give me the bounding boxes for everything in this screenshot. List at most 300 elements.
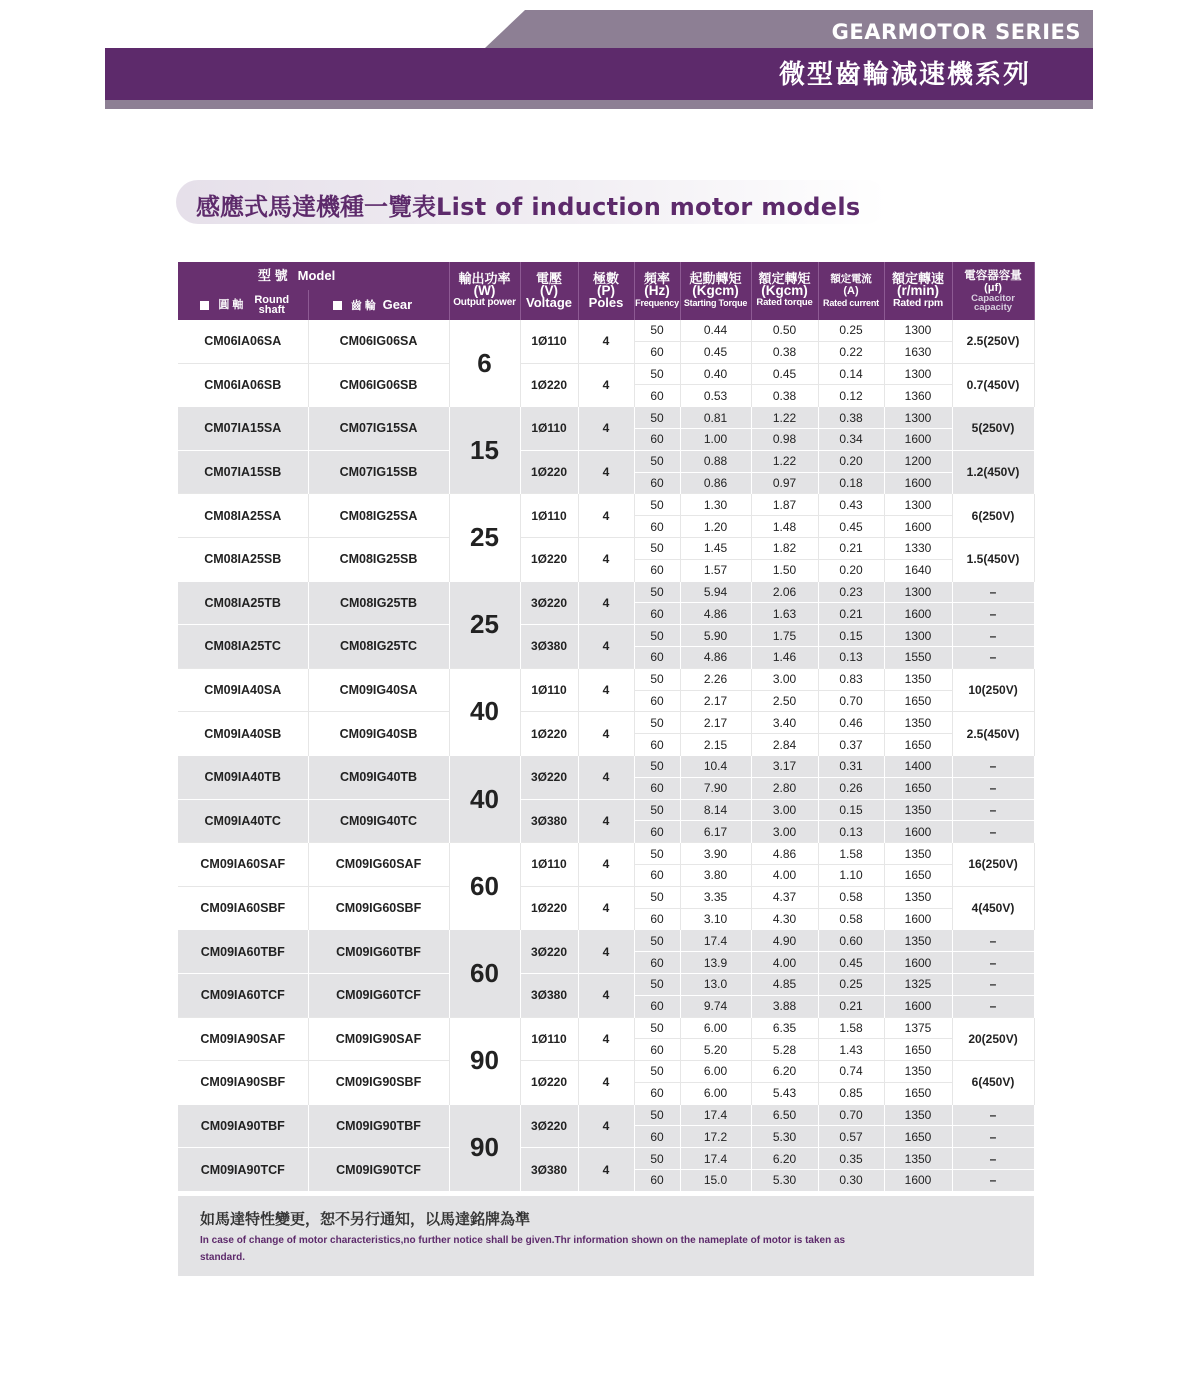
rated-current-cell: 0.25 bbox=[818, 320, 884, 341]
model-group bbox=[178, 1017, 1034, 1104]
rated-rpm-cell: 1550 bbox=[884, 646, 952, 668]
capacitor-cell: – bbox=[952, 973, 1034, 995]
starting-torque-cell: 1.00 bbox=[680, 428, 751, 450]
voltage-cell: 1Ø220 bbox=[520, 1061, 578, 1105]
starting-torque-cell: 0.88 bbox=[680, 450, 751, 472]
round-shaft-model-cell: CM09IA90SBF bbox=[178, 1061, 308, 1105]
starting-torque-cell: 2.26 bbox=[680, 668, 751, 690]
section-title bbox=[196, 187, 860, 222]
table-row bbox=[178, 407, 1034, 429]
voltage-cell: 1Ø220 bbox=[520, 712, 578, 756]
rated-current-cell: 0.45 bbox=[818, 952, 884, 974]
model-group bbox=[178, 668, 1034, 755]
voltage-cell: 1Ø220 bbox=[520, 363, 578, 407]
table-row bbox=[178, 712, 1034, 734]
header-frequency bbox=[634, 262, 680, 320]
round-shaft-model-cell: CM09IA90TBF bbox=[178, 1104, 308, 1148]
frequency-cell: 50 bbox=[634, 537, 680, 559]
capacitor-cell: 6(250V) bbox=[952, 494, 1034, 538]
round-shaft-model-cell: CM09IA60TBF bbox=[178, 930, 308, 974]
gear-model-cell: CM09IG60SAF bbox=[308, 843, 449, 887]
voltage-cell: 1Ø220 bbox=[520, 450, 578, 494]
gear-model-cell: CM06IG06SA bbox=[308, 320, 449, 363]
rated-current-cell: 1.10 bbox=[818, 864, 884, 886]
rated-rpm-cell: 1375 bbox=[884, 1017, 952, 1039]
voltage-cell: 3Ø220 bbox=[520, 581, 578, 625]
rated-rpm-cell: 1300 bbox=[884, 320, 952, 341]
round-shaft-model-cell: CM08IA25SA bbox=[178, 494, 308, 538]
header-output bbox=[449, 262, 520, 320]
note-text-en: In case of change of motor characteristics,no further notice shall be given.Thr information shown on the nameplate of motor is taken as standard. bbox=[200, 1235, 846, 1263]
frequency-cell: 50 bbox=[634, 799, 680, 821]
rated-rpm-cell: 1650 bbox=[884, 777, 952, 799]
header-model-zh: 型 號 bbox=[258, 268, 288, 283]
rated-current-cell: 0.83 bbox=[818, 668, 884, 690]
header-rated-current-en: Rated current bbox=[823, 298, 879, 308]
frequency-cell: 50 bbox=[634, 407, 680, 429]
output-power-cell: 60 bbox=[449, 930, 520, 1017]
rated-torque-cell: 0.97 bbox=[751, 472, 818, 494]
header-rated-rpm bbox=[884, 262, 952, 320]
rated-torque-cell: 0.38 bbox=[751, 385, 818, 407]
header-gear-zh: 齒 輪 bbox=[350, 299, 376, 312]
capacitor-cell: 6(450V) bbox=[952, 1061, 1034, 1105]
section-title-en: List of induction motor models bbox=[436, 193, 861, 221]
gear-model-cell: CM08IG25SA bbox=[308, 494, 449, 538]
capacitor-cell: 2.5(250V) bbox=[952, 320, 1034, 363]
rated-torque-cell: 3.00 bbox=[751, 799, 818, 821]
model-group bbox=[178, 581, 1034, 668]
starting-torque-cell: 0.45 bbox=[680, 341, 751, 363]
rated-rpm-cell: 1300 bbox=[884, 407, 952, 429]
rated-current-cell: 0.74 bbox=[818, 1061, 884, 1083]
poles-cell: 4 bbox=[578, 363, 634, 407]
header-voltage bbox=[520, 262, 578, 320]
rated-rpm-cell: 1600 bbox=[884, 603, 952, 625]
header-frequency-unit: (Hz) bbox=[644, 283, 670, 298]
round-shaft-model-cell: CM09IA40SA bbox=[178, 668, 308, 712]
rated-rpm-cell: 1640 bbox=[884, 559, 952, 581]
capacitor-cell: 5(250V) bbox=[952, 407, 1034, 451]
rated-rpm-cell: 1350 bbox=[884, 799, 952, 821]
rated-rpm-cell: 1300 bbox=[884, 625, 952, 647]
header-rated-torque-unit: (Kgcm) bbox=[761, 283, 808, 298]
capacitor-cell: 4(450V) bbox=[952, 886, 1034, 930]
starting-torque-cell: 0.86 bbox=[680, 472, 751, 494]
frequency-cell: 60 bbox=[634, 690, 680, 712]
gear-model-cell: CM09IG60TCF bbox=[308, 973, 449, 1017]
frequency-cell: 50 bbox=[634, 581, 680, 603]
rated-torque-cell: 4.90 bbox=[751, 930, 818, 952]
gear-model-cell: CM08IG25TC bbox=[308, 625, 449, 669]
voltage-cell: 1Ø110 bbox=[520, 668, 578, 712]
rated-torque-cell: 0.38 bbox=[751, 341, 818, 363]
header-starting-torque bbox=[680, 262, 751, 320]
model-group bbox=[178, 1104, 1034, 1191]
starting-torque-cell: 4.86 bbox=[680, 646, 751, 668]
voltage-cell: 1Ø110 bbox=[520, 843, 578, 887]
round-shaft-model-cell: CM09IA60SBF bbox=[178, 886, 308, 930]
starting-torque-cell: 2.15 bbox=[680, 734, 751, 756]
rated-current-cell: 0.25 bbox=[818, 973, 884, 995]
frequency-cell: 60 bbox=[634, 472, 680, 494]
section-title-zh: 感應式馬達機種一覽表 bbox=[196, 193, 436, 221]
footer-note bbox=[178, 1196, 1034, 1276]
starting-torque-cell: 2.17 bbox=[680, 690, 751, 712]
header-capacitor bbox=[952, 262, 1034, 320]
header-rated-torque bbox=[751, 262, 818, 320]
header-capacitor-zh: 電容器容量 bbox=[964, 270, 1022, 282]
header-voltage-zh: 電壓 bbox=[536, 271, 563, 286]
round-shaft-model-cell: CM09IA40SB bbox=[178, 712, 308, 756]
header-voltage-en: Voltage bbox=[526, 295, 573, 310]
rated-current-cell: 0.20 bbox=[818, 450, 884, 472]
model-group bbox=[178, 407, 1034, 494]
header-frequency-en: Frequency bbox=[635, 298, 679, 308]
round-shaft-model-cell: CM06IA06SA bbox=[178, 320, 308, 363]
frequency-cell: 50 bbox=[634, 320, 680, 341]
capacitor-cell: 20(250V) bbox=[952, 1017, 1034, 1061]
table-row bbox=[178, 581, 1034, 603]
starting-torque-cell: 8.14 bbox=[680, 799, 751, 821]
rated-torque-cell: 0.50 bbox=[751, 320, 818, 341]
rated-rpm-cell: 1300 bbox=[884, 581, 952, 603]
output-power-cell: 15 bbox=[449, 407, 520, 494]
table-row bbox=[178, 1148, 1034, 1170]
rated-rpm-cell: 1600 bbox=[884, 1170, 952, 1191]
output-power-cell: 6 bbox=[449, 320, 520, 407]
gear-model-cell: CM09IG40TC bbox=[308, 799, 449, 843]
header-model bbox=[178, 262, 449, 290]
header-poles bbox=[578, 262, 634, 320]
table-row bbox=[178, 363, 1034, 385]
rated-torque-cell: 5.43 bbox=[751, 1082, 818, 1104]
rated-torque-cell: 2.84 bbox=[751, 734, 818, 756]
rated-current-cell: 0.70 bbox=[818, 1104, 884, 1126]
rated-torque-cell: 6.35 bbox=[751, 1017, 818, 1039]
poles-cell: 4 bbox=[578, 1017, 634, 1061]
capacitor-cell: 2.5(450V) bbox=[952, 712, 1034, 756]
rated-rpm-cell: 1650 bbox=[884, 1126, 952, 1148]
frequency-cell: 50 bbox=[634, 973, 680, 995]
rated-current-cell: 0.38 bbox=[818, 407, 884, 429]
frequency-cell: 50 bbox=[634, 886, 680, 908]
series-bar bbox=[105, 48, 1093, 109]
model-group bbox=[178, 494, 1034, 581]
gear-model-cell: CM09IG60TBF bbox=[308, 930, 449, 974]
starting-torque-cell: 5.90 bbox=[680, 625, 751, 647]
voltage-cell: 3Ø380 bbox=[520, 1148, 578, 1191]
header-output-zh: 輸出功率 bbox=[458, 271, 511, 286]
rated-rpm-cell: 1200 bbox=[884, 450, 952, 472]
rated-torque-cell: 1.87 bbox=[751, 494, 818, 516]
frequency-cell: 60 bbox=[634, 1039, 680, 1061]
starting-torque-cell: 2.17 bbox=[680, 712, 751, 734]
rated-torque-cell: 6.50 bbox=[751, 1104, 818, 1126]
frequency-cell: 60 bbox=[634, 1170, 680, 1191]
gear-model-cell: CM07IG15SB bbox=[308, 450, 449, 494]
header-rated-rpm-zh: 額定轉速 bbox=[892, 271, 945, 286]
rated-current-cell: 0.18 bbox=[818, 472, 884, 494]
starting-torque-cell: 10.4 bbox=[680, 755, 751, 777]
rated-torque-cell: 4.37 bbox=[751, 886, 818, 908]
rated-rpm-cell: 1325 bbox=[884, 973, 952, 995]
table-row bbox=[178, 973, 1034, 995]
rated-torque-cell: 0.98 bbox=[751, 428, 818, 450]
rated-torque-cell: 4.85 bbox=[751, 973, 818, 995]
capacitor-cell: 0.7(450V) bbox=[952, 363, 1034, 407]
header-rated-current bbox=[818, 262, 884, 320]
rated-rpm-cell: 1600 bbox=[884, 821, 952, 843]
frequency-cell: 50 bbox=[634, 363, 680, 385]
capacitor-cell: – bbox=[952, 625, 1034, 647]
table-row bbox=[178, 450, 1034, 472]
table-row bbox=[178, 668, 1034, 690]
header-poles-unit: (P) bbox=[597, 283, 616, 298]
starting-torque-cell: 5.20 bbox=[680, 1039, 751, 1061]
rated-current-cell: 0.21 bbox=[818, 995, 884, 1017]
frequency-cell: 50 bbox=[634, 712, 680, 734]
rated-torque-cell: 4.00 bbox=[751, 864, 818, 886]
voltage-cell: 1Ø110 bbox=[520, 320, 578, 363]
frequency-cell: 60 bbox=[634, 516, 680, 538]
capacitor-cell: – bbox=[952, 821, 1034, 843]
poles-cell: 4 bbox=[578, 973, 634, 1017]
capacitor-cell: – bbox=[952, 1170, 1034, 1191]
rated-rpm-cell: 1350 bbox=[884, 843, 952, 865]
rated-current-cell: 0.35 bbox=[818, 1148, 884, 1170]
rated-current-cell: 0.60 bbox=[818, 930, 884, 952]
rated-rpm-cell: 1350 bbox=[884, 930, 952, 952]
frequency-cell: 60 bbox=[634, 821, 680, 843]
rated-torque-cell: 1.22 bbox=[751, 407, 818, 429]
table-row bbox=[178, 1104, 1034, 1126]
output-power-cell: 90 bbox=[449, 1104, 520, 1191]
rated-rpm-cell: 1600 bbox=[884, 952, 952, 974]
rated-current-cell: 0.45 bbox=[818, 516, 884, 538]
poles-cell: 4 bbox=[578, 581, 634, 625]
capacitor-cell: – bbox=[952, 1148, 1034, 1170]
capacitor-cell: – bbox=[952, 646, 1034, 668]
rated-rpm-cell: 1600 bbox=[884, 908, 952, 930]
output-power-cell: 25 bbox=[449, 494, 520, 581]
header-rated-torque-en: Rated torque bbox=[756, 297, 813, 308]
frequency-cell: 50 bbox=[634, 1061, 680, 1083]
poles-cell: 4 bbox=[578, 450, 634, 494]
capacitor-cell: – bbox=[952, 1126, 1034, 1148]
poles-cell: 4 bbox=[578, 494, 634, 538]
rated-rpm-cell: 1330 bbox=[884, 537, 952, 559]
table-row bbox=[178, 320, 1034, 341]
header-poles-zh: 極數 bbox=[593, 271, 620, 286]
gear-model-cell: CM09IG90TCF bbox=[308, 1148, 449, 1191]
voltage-cell: 3Ø220 bbox=[520, 1104, 578, 1148]
gear-model-cell: CM06IG06SB bbox=[308, 363, 449, 407]
capacitor-cell: 16(250V) bbox=[952, 843, 1034, 887]
round-shaft-model-cell: CM07IA15SB bbox=[178, 450, 308, 494]
rated-rpm-cell: 1650 bbox=[884, 690, 952, 712]
poles-cell: 4 bbox=[578, 320, 634, 363]
rated-current-cell: 1.43 bbox=[818, 1039, 884, 1061]
poles-cell: 4 bbox=[578, 407, 634, 451]
rated-rpm-cell: 1350 bbox=[884, 886, 952, 908]
table-header bbox=[178, 262, 1034, 320]
starting-torque-cell: 4.86 bbox=[680, 603, 751, 625]
header-frequency-zh: 頻率 bbox=[644, 271, 671, 286]
capacitor-cell: – bbox=[952, 995, 1034, 1017]
round-shaft-model-cell: CM08IA25TB bbox=[178, 581, 308, 625]
rated-current-cell: 0.31 bbox=[818, 755, 884, 777]
gear-model-cell: CM09IG90TBF bbox=[308, 1104, 449, 1148]
frequency-cell: 60 bbox=[634, 908, 680, 930]
gear-model-cell: CM09IG40SB bbox=[308, 712, 449, 756]
rated-rpm-cell: 1350 bbox=[884, 1104, 952, 1126]
table-row bbox=[178, 930, 1034, 952]
rated-torque-cell: 5.30 bbox=[751, 1126, 818, 1148]
starting-torque-cell: 13.9 bbox=[680, 952, 751, 974]
header-capacitor-en: Capacitor capacity bbox=[971, 293, 1015, 313]
series-title-en: GEARMOTOR SERIES bbox=[831, 20, 1081, 44]
header-poles-en: Poles bbox=[588, 295, 624, 310]
starting-torque-cell: 1.57 bbox=[680, 559, 751, 581]
capacitor-cell: – bbox=[952, 1104, 1034, 1126]
rated-current-cell: 0.37 bbox=[818, 734, 884, 756]
rated-torque-cell: 3.17 bbox=[751, 755, 818, 777]
rated-current-cell: 0.85 bbox=[818, 1082, 884, 1104]
rated-current-cell: 0.12 bbox=[818, 385, 884, 407]
round-shaft-square-icon bbox=[200, 301, 209, 310]
capacitor-cell: – bbox=[952, 581, 1034, 603]
starting-torque-cell: 17.4 bbox=[680, 930, 751, 952]
rated-rpm-cell: 1300 bbox=[884, 363, 952, 385]
gear-model-cell: CM09IG90SAF bbox=[308, 1017, 449, 1061]
round-shaft-model-cell: CM08IA25TC bbox=[178, 625, 308, 669]
voltage-cell: 1Ø110 bbox=[520, 494, 578, 538]
gear-model-cell: CM09IG90SBF bbox=[308, 1061, 449, 1105]
gear-model-cell: CM08IG25TB bbox=[308, 581, 449, 625]
header-capacitor-unit: (μf) bbox=[984, 282, 1002, 294]
rated-current-cell: 0.58 bbox=[818, 886, 884, 908]
capacitor-cell: – bbox=[952, 930, 1034, 952]
rated-torque-cell: 1.48 bbox=[751, 516, 818, 538]
round-shaft-model-cell: CM09IA40TB bbox=[178, 755, 308, 799]
rated-rpm-cell: 1360 bbox=[884, 385, 952, 407]
header-output-unit: (W) bbox=[473, 283, 496, 298]
header-starting-torque-en: Starting Torque bbox=[683, 298, 748, 308]
starting-torque-cell: 1.20 bbox=[680, 516, 751, 538]
starting-torque-cell: 3.35 bbox=[680, 886, 751, 908]
rated-current-cell: 0.43 bbox=[818, 494, 884, 516]
starting-torque-cell: 15.0 bbox=[680, 1170, 751, 1191]
rated-torque-cell: 4.86 bbox=[751, 843, 818, 865]
starting-torque-cell: 0.44 bbox=[680, 320, 751, 341]
starting-torque-cell: 17.2 bbox=[680, 1126, 751, 1148]
rated-torque-cell: 4.30 bbox=[751, 908, 818, 930]
capacitor-cell: 10(250V) bbox=[952, 668, 1034, 712]
rated-current-cell: 0.21 bbox=[818, 537, 884, 559]
rated-rpm-cell: 1350 bbox=[884, 712, 952, 734]
gear-square-icon bbox=[333, 301, 342, 310]
rated-torque-cell: 1.63 bbox=[751, 603, 818, 625]
gear-model-cell: CM09IG60SBF bbox=[308, 886, 449, 930]
frequency-cell: 50 bbox=[634, 625, 680, 647]
rated-rpm-cell: 1650 bbox=[884, 864, 952, 886]
starting-torque-cell: 1.30 bbox=[680, 494, 751, 516]
table-row bbox=[178, 1061, 1034, 1083]
header-rated-current-zh: 額定電流 bbox=[830, 273, 872, 285]
rated-torque-cell: 1.82 bbox=[751, 537, 818, 559]
starting-torque-cell: 3.80 bbox=[680, 864, 751, 886]
voltage-cell: 1Ø110 bbox=[520, 407, 578, 451]
capacitor-cell: – bbox=[952, 799, 1034, 821]
rated-torque-cell: 5.28 bbox=[751, 1039, 818, 1061]
series-banner bbox=[105, 10, 1093, 48]
capacitor-cell: – bbox=[952, 952, 1034, 974]
rated-current-cell: 0.57 bbox=[818, 1126, 884, 1148]
model-group bbox=[178, 843, 1034, 930]
rated-torque-cell: 2.06 bbox=[751, 581, 818, 603]
capacitor-cell: – bbox=[952, 603, 1034, 625]
rated-rpm-cell: 1300 bbox=[884, 494, 952, 516]
round-shaft-model-cell: CM09IA60SAF bbox=[178, 843, 308, 887]
poles-cell: 4 bbox=[578, 1104, 634, 1148]
rated-torque-cell: 3.40 bbox=[751, 712, 818, 734]
frequency-cell: 60 bbox=[634, 777, 680, 799]
starting-torque-cell: 6.17 bbox=[680, 821, 751, 843]
rated-torque-cell: 6.20 bbox=[751, 1061, 818, 1083]
rated-rpm-cell: 1400 bbox=[884, 755, 952, 777]
header-voltage-unit: (V) bbox=[540, 283, 559, 298]
frequency-cell: 60 bbox=[634, 428, 680, 450]
frequency-cell: 50 bbox=[634, 1148, 680, 1170]
rated-torque-cell: 1.46 bbox=[751, 646, 818, 668]
rated-current-cell: 0.15 bbox=[818, 625, 884, 647]
frequency-cell: 60 bbox=[634, 1126, 680, 1148]
header-output-en: Output power bbox=[453, 297, 516, 308]
voltage-cell: 3Ø380 bbox=[520, 799, 578, 843]
frequency-cell: 50 bbox=[634, 668, 680, 690]
rated-current-cell: 0.58 bbox=[818, 908, 884, 930]
header-gear bbox=[308, 290, 449, 320]
header-model-en: Model bbox=[297, 268, 336, 283]
frequency-cell: 60 bbox=[634, 995, 680, 1017]
starting-torque-cell: 3.10 bbox=[680, 908, 751, 930]
poles-cell: 4 bbox=[578, 537, 634, 581]
header-gear-en: Gear bbox=[382, 296, 413, 312]
starting-torque-cell: 9.74 bbox=[680, 995, 751, 1017]
rated-torque-cell: 5.30 bbox=[751, 1170, 818, 1191]
starting-torque-cell: 17.4 bbox=[680, 1104, 751, 1126]
rated-current-cell: 1.58 bbox=[818, 1017, 884, 1039]
gear-model-cell: CM07IG15SA bbox=[308, 407, 449, 451]
header-rated-current-unit: (A) bbox=[843, 285, 859, 297]
frequency-cell: 60 bbox=[634, 864, 680, 886]
rated-rpm-cell: 1630 bbox=[884, 341, 952, 363]
table-row bbox=[178, 1017, 1034, 1039]
frequency-cell: 60 bbox=[634, 952, 680, 974]
frequency-cell: 60 bbox=[634, 559, 680, 581]
rated-current-cell: 0.70 bbox=[818, 690, 884, 712]
output-power-cell: 90 bbox=[449, 1017, 520, 1104]
rated-rpm-cell: 1650 bbox=[884, 1039, 952, 1061]
frequency-cell: 50 bbox=[634, 930, 680, 952]
rated-rpm-cell: 1600 bbox=[884, 516, 952, 538]
starting-torque-cell: 17.4 bbox=[680, 1148, 751, 1170]
table-row bbox=[178, 755, 1034, 777]
round-shaft-model-cell: CM07IA15SA bbox=[178, 407, 308, 451]
frequency-cell: 50 bbox=[634, 494, 680, 516]
rated-torque-cell: 3.00 bbox=[751, 821, 818, 843]
